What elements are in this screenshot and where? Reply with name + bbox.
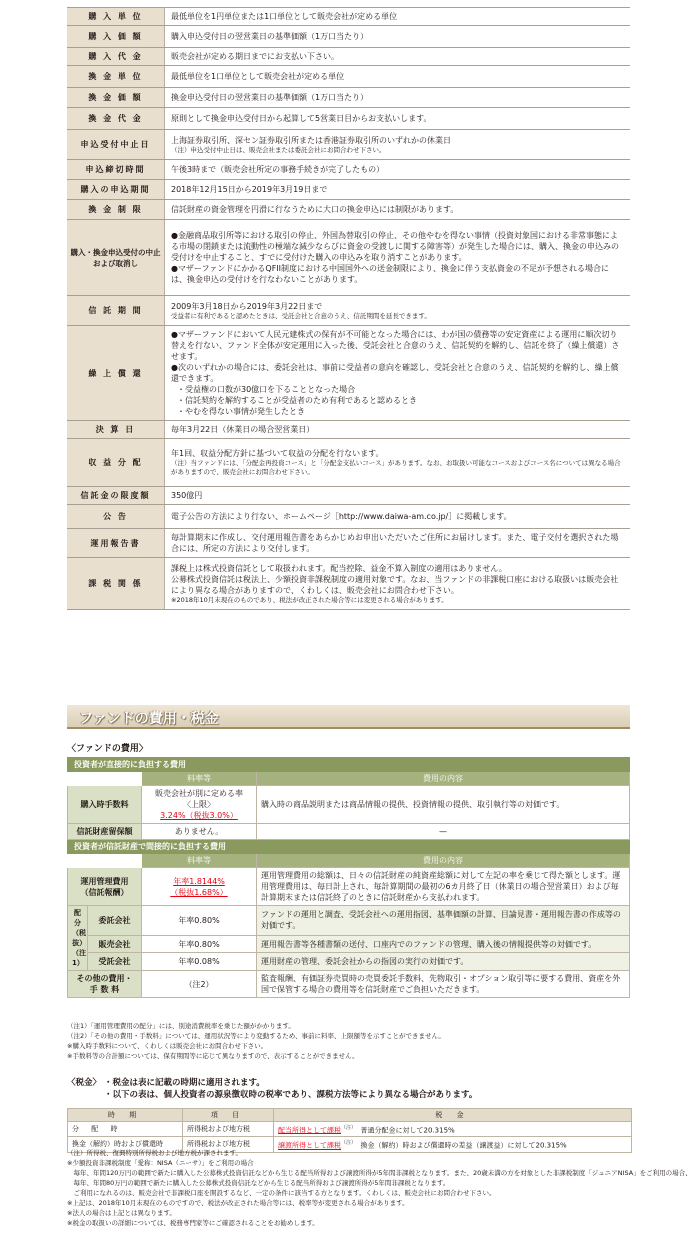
other-fee-label-2: 手 数 料 <box>89 985 120 994</box>
fund-term-line: 午後3時まで（販売会社所定の事務手続きが完了したもの） <box>171 165 385 174</box>
fund-term-label: 運用報告書 <box>67 529 165 558</box>
fund-term-label: 繰 上 償 還 <box>67 326 165 421</box>
tax-col-time: 時 期 <box>68 1109 183 1122</box>
fund-term-label: 購 入 価 額 <box>67 26 165 48</box>
fund-term-label: 購入・換金申込受付の中止および取消し <box>67 220 165 296</box>
fund-term-line: 信託財産の資金管理を円滑に行なうために大口の換金申込には制限があります。 <box>171 205 459 214</box>
tax-bullet-1: ・税金は表に記載の時期に適用されます。 <box>103 1078 265 1088</box>
fund-term-line: 公募株式投資信託は税法上、少額投資非課税制度の適用対象です。なお、当ファンドの非課税口座における取扱いは販売会社により異なる場合がありますので、くわしくは、販売会社にお問合わせ下さい。 <box>171 574 619 595</box>
other-fee-label <box>68 971 142 998</box>
fund-term-line: 購入申込受付日の翌営業日の基準価額（1万口当たり） <box>171 32 369 41</box>
fund-term-value <box>165 326 631 421</box>
dist-desc: 運用財産の管理、委託会社からの指図の実行の対価です。 <box>257 953 630 971</box>
other-fee-rate: （注2） <box>142 971 257 998</box>
fund-term-row <box>67 529 630 558</box>
fund-term-value <box>165 160 631 180</box>
fees-section-title-bar <box>67 705 630 729</box>
fund-term-line: ●マザーファンドにかかるQFII制度における中国国外への送金制限により、換金に伴う支払資金の不足が予想される場合には、換金申込の受付けを行なわないことがあります。 <box>171 264 610 284</box>
fund-term-line: 年1回、収益分配方針に基づいて収益の分配を行ないます。 <box>171 449 384 458</box>
fund-term-row <box>67 326 630 421</box>
fund-term-line: 換金申込受付日の翌営業日の基準価額（1万口当たり） <box>171 93 369 102</box>
fee-notes <box>67 1021 637 1061</box>
fund-term-row <box>67 505 630 529</box>
fund-term-label: 収 益 分 配 <box>67 439 165 487</box>
fund-term-value <box>165 421 631 439</box>
col-rate-header-2: 料率等 <box>142 854 257 868</box>
fund-terms-table <box>67 7 630 610</box>
purchase-fee-cap-label: 〈上限〉 <box>183 800 215 809</box>
fund-term-row <box>67 439 630 487</box>
fund-term-value <box>165 558 631 610</box>
fund-term-value <box>165 200 631 220</box>
fund-term-line: 上海証券取引所、深セン証券取引所または香港証券取引所のいずれかの休業日 <box>171 135 451 145</box>
fund-term-row <box>67 88 630 108</box>
fund-term-line: ・受益権の口数が30億口を下ることとなった場合 <box>177 385 356 394</box>
tax-heading-block <box>67 1077 637 1101</box>
purchase-fee-desc: 購入時の商品説明または商品情報の提供、投資情報の提供、取引執行等の対価です。 <box>257 786 630 824</box>
purchase-fee-rate <box>142 786 257 824</box>
tax-col-item: 項 目 <box>183 1109 274 1122</box>
fund-term-line: ●金融商品取引所等における取引の停止、外国為替取引の停止、その他やむを得ない事情（投資対象国における非常事態による市場の閉鎖または流動性の極端な減少ならびに資金の受渡しに関する障害等）が発生した場合には、購入、換金の申込みの受付けを中止すること、すでに受付けた購入の申込みを取り消すことがあります。 <box>171 231 619 262</box>
other-fee-desc: 監査報酬、有価証券売買時の売買委託手数料、先物取引・オプション取引等に要する費用、資産を外国で保管する場合の費用等を信託財産でご負担いただきます。 <box>257 971 630 998</box>
fund-term-label: 購 入 代 金 <box>67 48 165 66</box>
fund-term-row <box>67 296 630 326</box>
fund-term-label: 申込受付中止日 <box>67 130 165 160</box>
fund-term-line: ・信託契約を解約することが受益者のため有利であると認めるとき <box>177 396 417 405</box>
fund-term-label: 課 税 関 係 <box>67 558 165 610</box>
fund-term-line: 最低単位を1円単位または1口単位として販売会社が定める単位 <box>171 12 398 21</box>
tax-col-tax: 税 金 <box>274 1109 632 1122</box>
dist-rate: 年率0.80% <box>142 935 257 953</box>
fund-term-label: 公 告 <box>67 505 165 529</box>
fund-term-row <box>67 130 630 160</box>
tax-table <box>67 1108 632 1153</box>
tax-note: ※少額投資非課税制度「愛称：NISA（ニーサ）」をご利用の場合 <box>67 1159 254 1167</box>
col-content-header: 費用の内容 <box>257 772 630 786</box>
fund-term-value <box>165 8 631 26</box>
direct-header-row <box>68 772 630 786</box>
fund-term-label: 換 金 単 位 <box>67 66 165 88</box>
fund-term-line: 毎計算期末に作成し、交付運用報告書をあらかじめお申出いただいたご住所にお届けします。また、電子交付を選択された場合には、所定の方法により交付します。 <box>171 533 619 553</box>
tax-rate-text: 普通分配金に対して20.315% <box>360 1126 455 1135</box>
fund-term-label: 購 入 単 位 <box>67 8 165 26</box>
purchase-fee-row <box>68 786 630 824</box>
fund-term-label: 換 金 価 額 <box>67 88 165 108</box>
fund-term-line: 350億円 <box>171 491 203 500</box>
tax-heading: 〈税金〉 <box>67 1078 102 1088</box>
fee-note: ※購入時手数料について、くわしくは販売会社にお問合わせ下さい。 <box>67 1042 268 1050</box>
fund-term-line: 販売会社が定める期日までにお支払い下さい。 <box>171 52 339 61</box>
fund-term-value <box>165 130 631 160</box>
fund-term-line: ●次のいずれかの場合には、委託会社は、事前に受益者の意向を確認し、受託会社と合意のうえ、信託契約を解約し、繰上償還できます。 <box>171 363 619 383</box>
fund-term-value <box>165 26 631 48</box>
tax-note: （注）所得税、復興特別所得税および地方税が課されます。 <box>67 1149 242 1157</box>
fund-term-value <box>165 529 631 558</box>
fund-term-row <box>67 8 630 26</box>
fund-term-row <box>67 180 630 200</box>
fee-note: （注1）「運用管理費用の配分」には、別途消費税率を乗じた額がかかります。 <box>67 1022 295 1030</box>
tax-row: 換金（解約）時および償還時 所得税および地方税 譲渡所得として課税$^{(注)}$ 換金（解約）時および償還時の差益（譲渡益）に対して20.315% <box>68 1137 632 1152</box>
tax-note: ※税金の取扱いの詳細については、税務専門家等にご確認されることをお勧めします。 <box>67 1219 319 1227</box>
fund-term-label: 決 算 日 <box>67 421 165 439</box>
other-fee-row <box>68 971 630 998</box>
dist-rate: 年率0.80% <box>142 906 257 936</box>
mgmt-fee-rate-2: （税抜1.68%） <box>170 887 228 897</box>
retention-label: 信託財産留保額 <box>68 824 142 840</box>
fund-term-value <box>165 48 631 66</box>
dist-desc: 運用報告書等各種書類の送付、口座内でのファンドの管理、購入後の情報提供等の対価です。 <box>257 935 630 953</box>
direct-cost-band-label: 投資者が直接的に負担する費用 <box>68 758 630 772</box>
tax-kind: 配当所得として課税 <box>278 1126 341 1135</box>
tax-notes <box>67 1148 692 1228</box>
fund-term-line: 電子公告の方法により行ない、ホームページ［http://www.daiwa-am.co.jp/］に掲載します。 <box>171 512 512 521</box>
tax-note: 毎年、年間80万円の範囲で新たに購入した公募株式投資信託などから生じる配当所得および譲渡所得が5年間非課税となります。 <box>67 1179 450 1187</box>
mgmt-fee-row <box>68 868 630 906</box>
retention-rate: ありません。 <box>142 824 257 840</box>
fund-term-line: 原則として換金申込受付日から起算して5営業日目からお支払いします。 <box>171 114 432 123</box>
fund-term-value <box>165 66 631 88</box>
purchase-fee-label: 購入時手数料 <box>68 786 142 824</box>
fund-term-note: 受益者に有利であると認めたときは、受託会社と合意のうえ、信託期間を延長できます。 <box>171 311 431 320</box>
fees-heading: 〈ファンドの費用〉 <box>67 744 148 754</box>
fund-term-value <box>165 505 631 529</box>
dist-label: 配分（税抜）（注1） <box>68 906 88 971</box>
indirect-cost-band-label: 投資者が信託財産で間接的に負担する費用 <box>68 840 630 854</box>
fund-term-label: 申込締切時間 <box>67 160 165 180</box>
dist-party: 委託会社 <box>88 906 142 936</box>
fund-term-note: ※2018年10月末現在のものであり、税法が改正された場合等には変更される場合があります。 <box>171 595 448 604</box>
fund-term-note: （注）申込受付中止日は、販売会社または委託会社にお問合わせ下さい。 <box>171 145 386 154</box>
tax-note-mark: 注 <box>346 1125 352 1131</box>
fund-term-row <box>67 558 630 610</box>
mgmt-fee-label <box>68 868 142 906</box>
tax-note: ご利用になれるのは、販売会社で非課税口座を開設するなど、一定の条件に該当する方となります。くわしくは、販売会社にお問合わせ下さい。 <box>67 1189 496 1197</box>
fee-note: （注2）「その他の費用・手数料」については、運用状況等により変動するため、事前に料率、上限額等を示すことができません。 <box>67 1032 445 1040</box>
dist-desc: ファンドの運用と調査、受託会社への運用指図、基準価額の計算、目論見書・運用報告書の作成等の対価です。 <box>257 906 630 936</box>
fund-term-row <box>67 487 630 505</box>
mgmt-fee-label-1: 運用管理費用 <box>80 876 129 886</box>
dist-row-3 <box>68 953 630 971</box>
col-rate-header: 料率等 <box>142 772 257 786</box>
indirect-header-row <box>68 854 630 868</box>
fund-term-label: 信託金の限度額 <box>67 487 165 505</box>
fund-term-value <box>165 487 631 505</box>
fund-term-row <box>67 160 630 180</box>
tax-bullet-2: ・以下の表は、個人投資者の源泉徴収時の税率であり、課税方法等により異なる場合があります。 <box>104 1090 478 1100</box>
tax-time: 換金（解約）時および償還時 <box>68 1137 183 1152</box>
tax-kind: 譲渡所得として課税 <box>278 1141 341 1150</box>
fees-table <box>67 757 630 998</box>
dist-rate: 年率0.08% <box>142 953 257 971</box>
purchase-fee-cap-value: 3.24%（税抜3.0%） <box>160 811 238 820</box>
tax-time: 分 配 時 <box>68 1122 183 1137</box>
mgmt-fee-rate-1: 年率1.8144% <box>173 876 225 886</box>
fund-term-label: 換 金 制 限 <box>67 200 165 220</box>
fund-term-line: ●マザーファンドにおいて人民元建株式の保有が不可能となった場合には、わが国の債務等の安定資産による運用に順次切り替えを行ない、ファンド全体が安定運用に入った後、受託会社と合意のうえ、信託契約を解約し、信託を終了（繰上償還）させます。 <box>171 330 620 361</box>
fund-term-row <box>67 108 630 130</box>
dist-row-2 <box>68 935 630 953</box>
fund-term-value <box>165 296 631 326</box>
fund-term-row <box>67 66 630 88</box>
fund-term-line: ・やむを得ない事情が発生したとき <box>177 407 305 416</box>
retention-row <box>68 824 630 840</box>
fund-term-value <box>165 180 631 200</box>
tax-note-mark: 注 <box>346 1140 352 1147</box>
fund-term-value <box>165 88 631 108</box>
mgmt-fee-rate <box>142 868 257 906</box>
dist-party: 販売会社 <box>88 935 142 953</box>
fund-term-label: 購入の申込期間 <box>67 180 165 200</box>
fund-term-line: 2018年12月15日から2019年3月19日まで <box>171 185 328 194</box>
direct-cost-band <box>68 758 630 772</box>
purchase-fee-rate-line1: 販売会社が別に定める率 <box>155 789 243 798</box>
dist-party: 受託会社 <box>88 953 142 971</box>
fund-term-row <box>67 421 630 439</box>
fund-term-row <box>67 200 630 220</box>
fees-section-title: ファンドの費用・税金 <box>79 711 219 727</box>
fund-term-label: 換 金 代 金 <box>67 108 165 130</box>
title-underline <box>67 727 630 729</box>
tax-rate-text: 換金（解約）時および償還時の差益（譲渡益）に対して20.315% <box>360 1141 567 1150</box>
fund-term-row <box>67 26 630 48</box>
tax-note: ※法人の場合は上記とは異なります。 <box>67 1209 176 1217</box>
mgmt-fee-label-2: （信託報酬） <box>80 887 129 897</box>
tax-item: 所得税および地方税 <box>183 1122 274 1137</box>
tax-item: 所得税および地方税 <box>183 1137 274 1152</box>
fund-term-row <box>67 48 630 66</box>
indirect-cost-band <box>68 840 630 854</box>
fund-term-value <box>165 108 631 130</box>
fund-term-line: 毎年3月22日（休業日の場合翌営業日） <box>171 425 315 434</box>
fund-term-value <box>165 220 631 296</box>
tax-row: 分 配 時 所得税および地方税 配当所得として課税$^{(注)}$ 普通分配金に対して20.315% <box>68 1122 632 1137</box>
col-content-header-2: 費用の内容 <box>257 854 630 868</box>
fund-term-line: 課税上は株式投資信託として取扱われます。配当控除、益金不算入制度の適用はありません。 <box>171 563 507 573</box>
tax-note: ※上記は、2018年10月末現在のものですので、税法が改正された場合等には、税率等が変更される場合があります。 <box>67 1199 409 1207</box>
mgmt-fee-desc: 運用管理費用の総額は、日々の信託財産の純資産総額に対して左記の率を乗じて得た額とします。運用管理費用は、毎日計上され、毎計算期間の最初の6カ月終了日（休業日の場合翌営業日）および毎計算期末または信託終了のときに信託財産から支払われます。 <box>257 868 630 906</box>
dist-row-1 <box>68 906 630 936</box>
fee-note: ※手数料等の合計額については、保有期間等に応じて異なりますので、表示することができません。 <box>67 1052 359 1060</box>
fund-term-note: （注）当ファンドには、「分配金再投資コース」と「分配金支払いコース」があります。なお、お取扱い可能なコースおよびコース名については異なる場合がありますので、販売会社にお問合わせ下さい。 <box>171 459 621 476</box>
fund-term-row <box>67 220 630 296</box>
other-fee-label-1: その他の費用・ <box>76 974 133 983</box>
tax-header-row <box>68 1109 632 1122</box>
fund-term-value <box>165 439 631 487</box>
fund-term-line: 2009年3月18日から2019年3月22日まで <box>171 301 323 311</box>
fund-term-line: 最低単位を1口単位として販売会社が定める単位 <box>171 72 345 81</box>
fund-term-label: 信 託 期 間 <box>67 296 165 326</box>
tax-note: 毎年、年間120万円の範囲で新たに購入した公募株式投資信託などから生じる配当所得および譲渡所得が5年間非課税となります。また、20歳未満の方を対象とした非課税制度「ジュニアNISA」をご利用の場合、 <box>67 1169 692 1177</box>
retention-desc: — <box>257 824 630 840</box>
